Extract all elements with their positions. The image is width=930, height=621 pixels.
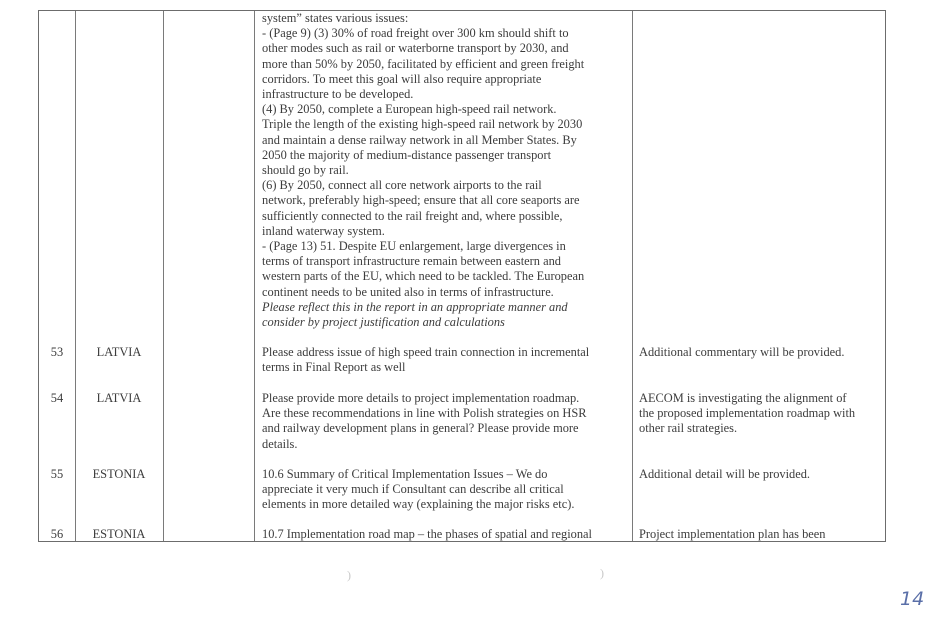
row-comment-line: Please address issue of high speed train connection in incremental — [262, 345, 590, 359]
comment-line: western parts of the EU, which need to be tackled. The European — [262, 269, 585, 284]
stray-mark: ) — [347, 568, 351, 582]
comment-line: other modes such as rail or waterborne transport by 2030, and — [262, 41, 569, 56]
row-country: LATVIA — [96, 391, 142, 405]
column-divider — [163, 11, 164, 541]
comment-line: Triple the length of the existing high-speed rail network by 2030 — [262, 117, 583, 132]
row-response-line: Additional commentary will be provided. — [639, 345, 845, 359]
row-comment-line: Please provide more details to project implementation roadmap. — [262, 391, 580, 405]
comment-line: 2050 the majority of medium-distance passenger transport — [262, 147, 552, 162]
comment-line: corridors. To meet this goal will also require appropriate — [262, 71, 542, 86]
comment-line: - (Page 13) 51. Despite EU enlargement, large divergences in — [262, 239, 566, 253]
row-number: 56 — [50, 527, 64, 541]
column-divider — [75, 11, 76, 541]
comment-line: (6) By 2050, connect all core network airports to the rail — [262, 178, 542, 193]
comment-italic-line: Please reflect this in the report in an appropriate manner and — [262, 299, 568, 314]
comment-line: more than 50% by 2050, facilitated by efficient and green freight — [262, 56, 585, 71]
comment-line: network, preferably high-speed; ensure that all core seaports are — [262, 193, 580, 208]
row-response-line: the proposed implementation roadmap with — [639, 406, 856, 421]
comment-line: infrastructure to be developed. — [262, 87, 414, 101]
comment-line: system” states various issues: — [262, 11, 409, 25]
stray-mark: ) — [600, 566, 604, 580]
row-comment-line: elements in more detailed way (explaining the major risks etc). — [262, 497, 575, 512]
comment-line: (4) By 2050, complete a European high-speed rail network. — [262, 102, 557, 117]
row-response-line: Project implementation plan has been — [639, 527, 826, 541]
row-country: ESTONIA — [92, 467, 146, 481]
handwritten-page-number: 14 — [900, 588, 925, 610]
row-comment-line: 10.6 Summary of Critical Implementation Issues – We do — [262, 467, 548, 481]
row-country: ESTONIA — [92, 527, 146, 541]
comment-line: sufficiently connected to the rail freight and, where possible, — [262, 208, 563, 223]
row-comment-line: Are these recommendations in line with Polish strategies on HSR — [262, 406, 587, 421]
row-comment-line: details. — [262, 436, 298, 451]
row-comment-line: 10.7 Implementation road map – the phases of spatial and regional — [262, 527, 592, 541]
row-number: 55 — [50, 467, 64, 481]
comments-table — [38, 10, 886, 542]
comment-line: inland waterway system. — [262, 223, 385, 238]
column-divider — [254, 11, 255, 541]
comment-line: should go by rail. — [262, 163, 349, 177]
row-comment-line: appreciate it very much if Consultant can describe all critical — [262, 482, 564, 497]
row-comment-line: terms in Final Report as well — [262, 360, 406, 375]
row-number: 53 — [50, 345, 64, 359]
comment-italic-line: consider by project justification and calculations — [262, 315, 505, 329]
comment-line: continent needs to be united also in terms of infrastructure. — [262, 284, 554, 299]
row-response-line: Additional detail will be provided. — [639, 467, 811, 481]
row-country: LATVIA — [96, 345, 142, 359]
comment-line: and maintain a dense railway network in all Member States. By — [262, 132, 577, 147]
comment-line: terms of transport infrastructure remain between eastern and — [262, 254, 561, 269]
row-comment-line: and railway development plans in general? Please provide more — [262, 421, 579, 436]
row-response-line: AECOM is investigating the alignment of — [639, 391, 847, 405]
row-number: 54 — [50, 391, 64, 405]
row-response-line: other rail strategies. — [639, 421, 738, 436]
comment-line: - (Page 9) (3) 30% of road freight over 300 km should shift to — [262, 26, 569, 41]
